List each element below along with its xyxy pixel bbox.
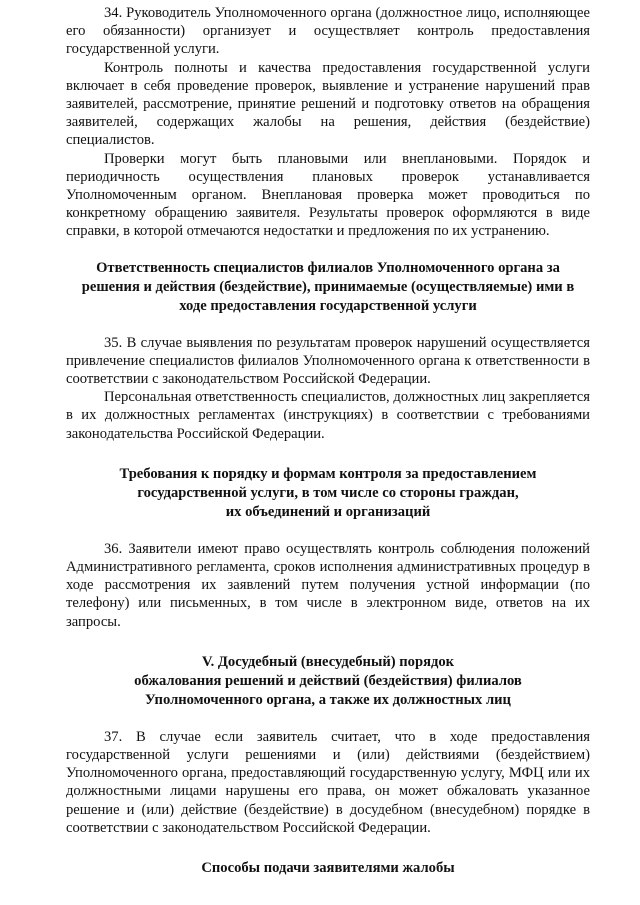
- heading-control-requirements: [66, 465, 590, 522]
- heading-line: Ответственность специалистов филиалов Уполномоченного органа за: [96, 259, 560, 276]
- heading-line: ходе предоставления государственной услуги: [179, 297, 477, 314]
- paragraph-35-personal: Персональная ответственность специалистов, должностных лиц закрепляется в их должностных регламентах (инструкциях) в соответствии с требованиями законодательства Российской Федерации.: [66, 389, 590, 442]
- heading-responsibility: [66, 259, 590, 316]
- heading-line: их объединений и организаций: [225, 503, 431, 520]
- paragraph-35: 35. В случае выявления по результатам проверок нарушений осуществляется привлечение специалистов филиалов Уполномоченного органа к ответственности в соответствии с законодательством Российской Федерации.: [66, 334, 590, 388]
- heading-complaint-methods: [66, 859, 590, 878]
- paragraph-34-control: Контроль полноты и качества предоставления государственной услуги включает в себя проведение проверок, выявление и устранение нарушений прав заявителей, рассмотрение, принятие решений и подготовку ответов на обращения заявителей, содержащих жалобы на решения, действия (бездействие) специалистов.: [66, 59, 590, 149]
- paragraph-37: 37. В случае если заявитель считает, что в ходе предоставления государственной услуги решениями и (или) действиями (бездействием) Уполномоченного органа, предоставляющий государственную услугу, МФЦ или их должностными лицами нарушены его права, он может обжаловать указанное решение и (или) действие (бездействие) в досудебном (внесудебном) порядке в соответствии с законодательством Российской Федерации.: [66, 728, 590, 836]
- document-page: [66, 4, 590, 878]
- heading-line: Уполномоченного органа, а также их должностных лиц: [145, 691, 511, 708]
- heading-line: V. Досудебный (внесудебный) порядок: [201, 653, 455, 670]
- paragraph-36: 36. Заявители имеют право осуществлять контроль соблюдения положений Административного регламента, сроков исполнения административных процедур в ходе рассмотрения их заявлений путем получения устной информации (по телефону) или письменных, в том числе в электронном виде, ответов на их запросы.: [66, 540, 590, 630]
- heading-line: Способы подачи заявителями жалобы: [201, 860, 455, 877]
- heading-line: государственной услуги, в том числе со стороны граждан,: [137, 484, 519, 501]
- heading-line: решения и действия (бездействие), принимаемые (осуществляемые) ими в: [81, 278, 575, 295]
- heading-line: Требования к порядку и формам контроля за предоставлением: [119, 465, 537, 482]
- paragraph-34: 34. Руководитель Уполномоченного органа (должностное лицо, исполняющее его обязанности) организует и осуществляет контроль предоставления государственной услуги.: [66, 5, 590, 58]
- heading-section-v: [66, 653, 590, 710]
- paragraph-34-inspections: Проверки могут быть плановыми или внеплановыми. Порядок и периодичность осуществления плановых проверок устанавливается Уполномоченным органом. Внеплановая проверка может проводиться по конкретному обращению заявителя. Результаты проверок оформляются в виде справки, в которой отмечаются недостатки и предложения по их устранению.: [66, 150, 590, 240]
- heading-line: обжалования решений и действий (бездействия) филиалов: [134, 672, 522, 689]
